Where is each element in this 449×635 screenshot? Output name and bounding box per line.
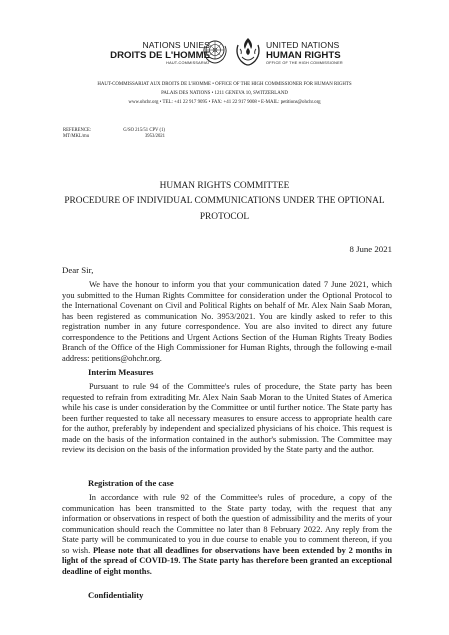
letterhead-fr-line1: NATIONS UNIES <box>142 40 210 50</box>
address-line1: HAUT-COMMISSARIAT AUX DROITS DE L'HOMME • OFFICE OF THE HIGH COMMISSIONER FOR HUMAN RIGHTS <box>97 82 352 87</box>
paragraph-1-text: We have the honour to inform you that your communication dated 7 June 2021, which you submitted to the Human Rights Committee for consideration under the Optional Protocol to the International Covenant on Civil and Political Rights on behalf of Mr. Alex Nain Saab Moran, has been registered as communication No. 3953/2021. You are kindly asked to refer to this registration number in any future correspondence. You are also invited to direct any future correspondence to the Petitions and Urgent Actions Section of the Human Rights Treaty Bodies Branch of the Office of the High Commissioner for Human Rights, through the following e-mail address: petitions@ohchr.org. <box>62 280 392 363</box>
reference-labels <box>63 128 91 140</box>
letterhead-fr-line2: DROITS DE L'HOMME <box>110 49 210 61</box>
heading-confidentiality: Confidentiality <box>88 590 144 600</box>
reference-value1: G/SO 215/51 CPV (1) <box>123 128 165 133</box>
letterhead-en-line2: HUMAN RIGHTS <box>266 49 341 61</box>
un-emblem-icon <box>202 38 228 65</box>
reference-values <box>117 128 165 140</box>
letterhead-en-line3: OFFICE OF THE HIGH COMMISSIONER <box>266 61 343 66</box>
heading-registration: Registration of the case <box>88 478 174 488</box>
letterhead-fr-line3: HAUT-COMMISSARIAT <box>166 61 210 66</box>
address-line2: PALAIS DES NATIONS • 1211 GENEVA 10, SWITZERLAND <box>161 91 288 96</box>
paragraph-interim-measures <box>62 382 392 456</box>
paragraph-2-text: Pursuant to rule 94 of the Committee's rules of procedure, the State party has been requested to refrain from extraditing Mr. Alex Nain Saab Moran to the United States of America while his case is under consideration by the Committee or until further notice. The State party has been further requested to take all necessary measures to ensure access to appropriate health care for the author, preferably by independent and specialized physicians of his choice. This request is made on the basis of the information contained in the author's submission. The Committee may review its decision on the basis of the information provided by the State party and the author. <box>62 382 392 454</box>
reference-label1: REFERENCE: <box>63 128 92 133</box>
letterhead-en-line1: UNITED NATIONS <box>266 40 340 50</box>
paragraph-3-text: In accordance with rule 92 of the Committee's rules of procedure, a copy of the communication has been transmitted to the State party today, with the request that any information or observations in respect of both the question of admissibility and the merits of your communication should reach the Committee no later than 8 February 2022. Any reply from the State party will be communicated to you in due course to enable you to comment thereon, if you so wish. <box>62 493 392 555</box>
title-line1: HUMAN RIGHTS COMMITTEE <box>159 181 290 191</box>
salutation: Dear Sir, <box>62 265 94 275</box>
title-line3: PROTOCOL <box>199 212 250 222</box>
title-line2: PROCEDURE OF INDIVIDUAL COMMUNICATIONS UNDER THE OPTIONAL <box>64 196 385 206</box>
letterhead-fr <box>110 41 210 66</box>
paragraph-registration-notice <box>62 280 392 364</box>
reference-label2: MT/MKL/mu <box>63 133 90 139</box>
letter-date: 8 June 2021 <box>349 244 392 254</box>
paragraph-3-bold-text: Please note that all deadlines for observations have been extended by 2 months in light of the spread of COVID-19. The State party has therefore been granted an exceptional deadline of eight months. <box>62 545 392 576</box>
letterhead-en <box>266 41 343 66</box>
reference-value2: 3953/2021 <box>144 133 165 139</box>
ohchr-logo-icon <box>233 36 263 68</box>
heading-interim-measures: Interim Measures <box>88 367 154 377</box>
address-line3: www.ohchr.org • TEL: +41 22 917 9095 • FAX: +41 22 917 9008 • E-MAIL: petitions@ohchr.org <box>128 100 321 105</box>
paragraph-registration <box>62 493 392 577</box>
